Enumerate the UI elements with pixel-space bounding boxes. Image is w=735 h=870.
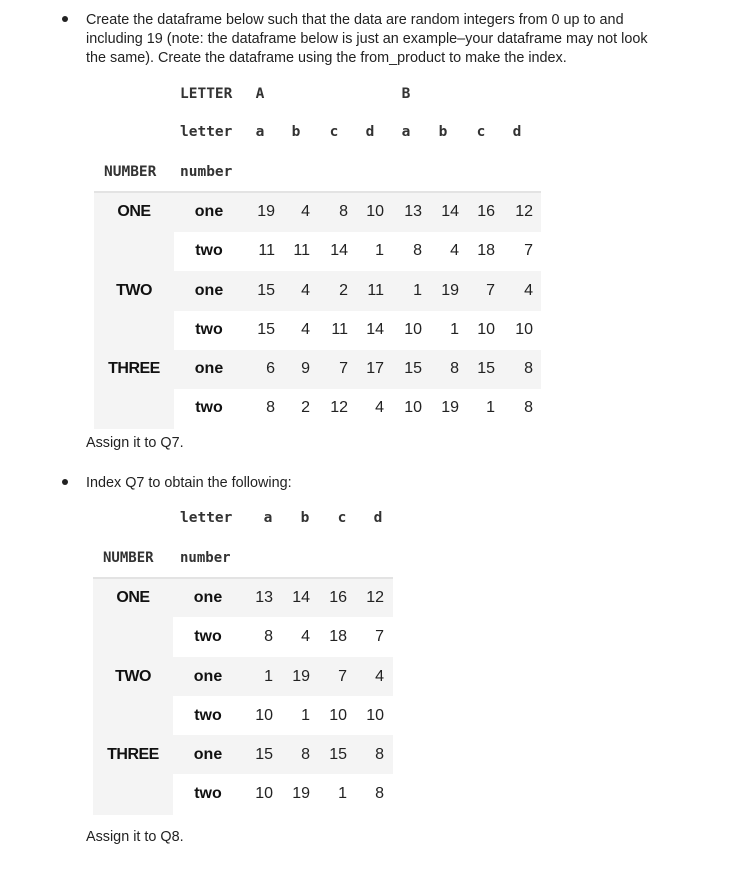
q7-table-cell: 7 [339, 360, 348, 377]
q8-index-level1-label: two [194, 785, 222, 802]
q7-table-cell: 11 [258, 242, 275, 259]
q7-table-cell: 10 [404, 399, 422, 416]
q7-table-cell: 7 [486, 282, 495, 299]
q8-index-level1-name: number [180, 550, 231, 566]
q7-index-level0-label: THREE [108, 360, 160, 377]
q8-table-cell: 10 [255, 707, 273, 724]
q8-table-cell: 18 [329, 628, 347, 645]
q7-table-cell: 2 [301, 399, 310, 416]
q7-table-cell: 1 [375, 242, 384, 259]
q8-column-name: letter [180, 510, 233, 526]
q8-table-cell: 12 [366, 589, 384, 606]
q8-table-cell: 14 [292, 589, 310, 606]
q8-table-cell: 1 [264, 668, 273, 685]
q7-table-cell: 8 [524, 399, 533, 416]
q8-table-cell: 13 [255, 589, 273, 606]
q8-index-level1-label: one [193, 589, 223, 606]
q7-table-cell: 8 [413, 242, 422, 259]
q8-index-level1-label: two [194, 707, 222, 724]
q7-table-cell: 10 [477, 321, 495, 338]
q8-table-cell: 8 [264, 628, 273, 645]
q7-index-level1-label: one [194, 360, 224, 377]
q7-table-cell: 8 [266, 399, 275, 416]
q7-column-level1-name: letter [180, 124, 233, 140]
q8-table-cell: 19 [292, 785, 310, 802]
q8-index-level0-label: ONE [116, 589, 150, 606]
q7-table-cell: 16 [477, 203, 495, 220]
q8-table-cell: 8 [301, 746, 310, 763]
q7-table-cell: 15 [257, 282, 275, 299]
q8-index-level0-label: TWO [115, 668, 151, 685]
q8-table-cell: 10 [329, 707, 347, 724]
q8-table-cell: 7 [375, 628, 384, 645]
q7-table-cell: 19 [441, 399, 459, 416]
bullet-q8 [62, 479, 68, 485]
q8-table-cell: 4 [301, 628, 310, 645]
q7-table-cell: 15 [257, 321, 275, 338]
q7-table-cell: 4 [524, 282, 533, 299]
q7-table-cell: 10 [515, 321, 533, 338]
q7-table-cell: 9 [301, 360, 310, 377]
q8-table-cell: 16 [329, 589, 347, 606]
q7-table-cell: 8 [524, 360, 533, 377]
q8-index-level0-label: THREE [107, 746, 159, 763]
q7-table-cell: 14 [441, 203, 459, 220]
q7-index-level1-label: two [195, 242, 223, 259]
q8-table-cell: 10 [255, 785, 273, 802]
q8-index-level1-label: two [194, 628, 222, 645]
q7-table-cell: 11 [331, 321, 348, 338]
q7-table-cell: 11 [367, 282, 384, 299]
q7-index-level1-label: one [194, 282, 224, 299]
q7-table-cell: 14 [366, 321, 384, 338]
q7-instruction [86, 11, 648, 68]
q8-instruction: Index Q7 to obtain the following: [86, 475, 292, 491]
q7-instruction-line: including 19 (note: the dataframe below is just an example–your dataframe may not look [86, 31, 648, 47]
q8-table-cell: 8 [375, 785, 384, 802]
q8-column-label: d [373, 510, 383, 526]
q8-table-cell: 15 [255, 746, 273, 763]
q7-table-cell: 12 [515, 203, 533, 220]
q8-table-cell: 15 [329, 746, 347, 763]
q7-table-cell: 12 [330, 399, 348, 416]
q7-table-cell: 19 [257, 203, 275, 220]
q7-table-cell: 10 [404, 321, 422, 338]
q7-table-cell: 4 [450, 242, 459, 259]
q8-table-cell: 10 [366, 707, 384, 724]
q8-table-cell: 4 [375, 668, 384, 685]
q7-index-band [94, 193, 174, 429]
q7-table-cell: 8 [450, 360, 459, 377]
q7-table-cell: 17 [366, 360, 384, 377]
q8-index-level0-name: NUMBER [103, 550, 154, 566]
q7-assign-text: Assign it to Q7. [86, 435, 184, 451]
q7-table-cell: 15 [404, 360, 422, 377]
q7-table-cell: 10 [366, 203, 384, 220]
q7-column-level1-label: d [512, 124, 522, 140]
q7-index-level1-label: one [194, 203, 224, 220]
q7-table-cell: 4 [375, 399, 384, 416]
q8-column-label: b [300, 510, 310, 526]
q7-table-cell: 1 [450, 321, 459, 338]
q7-table-cell: 15 [477, 360, 495, 377]
q7-table-cell: 2 [339, 282, 348, 299]
q7-table-cell: 8 [339, 203, 348, 220]
q8-column-label: c [337, 510, 347, 526]
q7-table-cell: 14 [330, 242, 348, 259]
q7-column-level1-label: b [291, 124, 301, 140]
q7-instruction-line: Create the dataframe below such that the data are random integers from 0 up to and [86, 12, 624, 28]
q8-table-cell: 1 [301, 707, 310, 724]
q7-index-level0-label: TWO [116, 282, 152, 299]
q7-column-level1-label: c [329, 124, 339, 140]
q7-table-cell: 4 [301, 203, 310, 220]
q7-column-level1-label: a [255, 124, 265, 140]
q7-index-level0-label: ONE [117, 203, 151, 220]
q7-table-cell: 4 [301, 321, 310, 338]
q7-index-level1-name: number [180, 164, 233, 180]
q8-table-cell: 8 [375, 746, 384, 763]
q8-table-cell: 7 [338, 668, 347, 685]
q7-instruction-line: the same). Create the dataframe using the from_product to make the index. [86, 50, 567, 66]
q7-column-level0-label: A [255, 86, 265, 102]
q7-index-level1-label: two [195, 399, 223, 416]
q8-assign-text: Assign it to Q8. [86, 829, 184, 845]
q7-index-level1-label: two [195, 321, 223, 338]
q7-table-cell: 1 [413, 282, 422, 299]
q7-table-cell: 4 [301, 282, 310, 299]
q7-table-cell: 6 [266, 360, 275, 377]
q7-table-cell: 18 [477, 242, 495, 259]
q8-index-level1-label: one [193, 668, 223, 685]
q7-column-level1-label: b [438, 124, 448, 140]
q8-index-band [93, 579, 173, 815]
q7-column-level0-name: LETTER [180, 86, 233, 102]
q7-table-cell: 1 [486, 399, 495, 416]
bullet-q7 [62, 16, 68, 22]
q7-column-level0-label: B [401, 86, 411, 102]
q7-index-level0-name: NUMBER [104, 164, 157, 180]
q8-index-level1-label: one [193, 746, 223, 763]
q8-column-label: a [263, 510, 273, 526]
q7-table-cell: 7 [524, 242, 533, 259]
q7-column-level1-label: c [476, 124, 486, 140]
q7-column-level1-label: d [365, 124, 375, 140]
q8-table-cell: 1 [338, 785, 347, 802]
q7-table-cell: 11 [293, 242, 310, 259]
q7-table-cell: 13 [404, 203, 422, 220]
q7-table-cell: 19 [441, 282, 459, 299]
q8-table-cell: 19 [292, 668, 310, 685]
q7-column-level1-label: a [401, 124, 411, 140]
